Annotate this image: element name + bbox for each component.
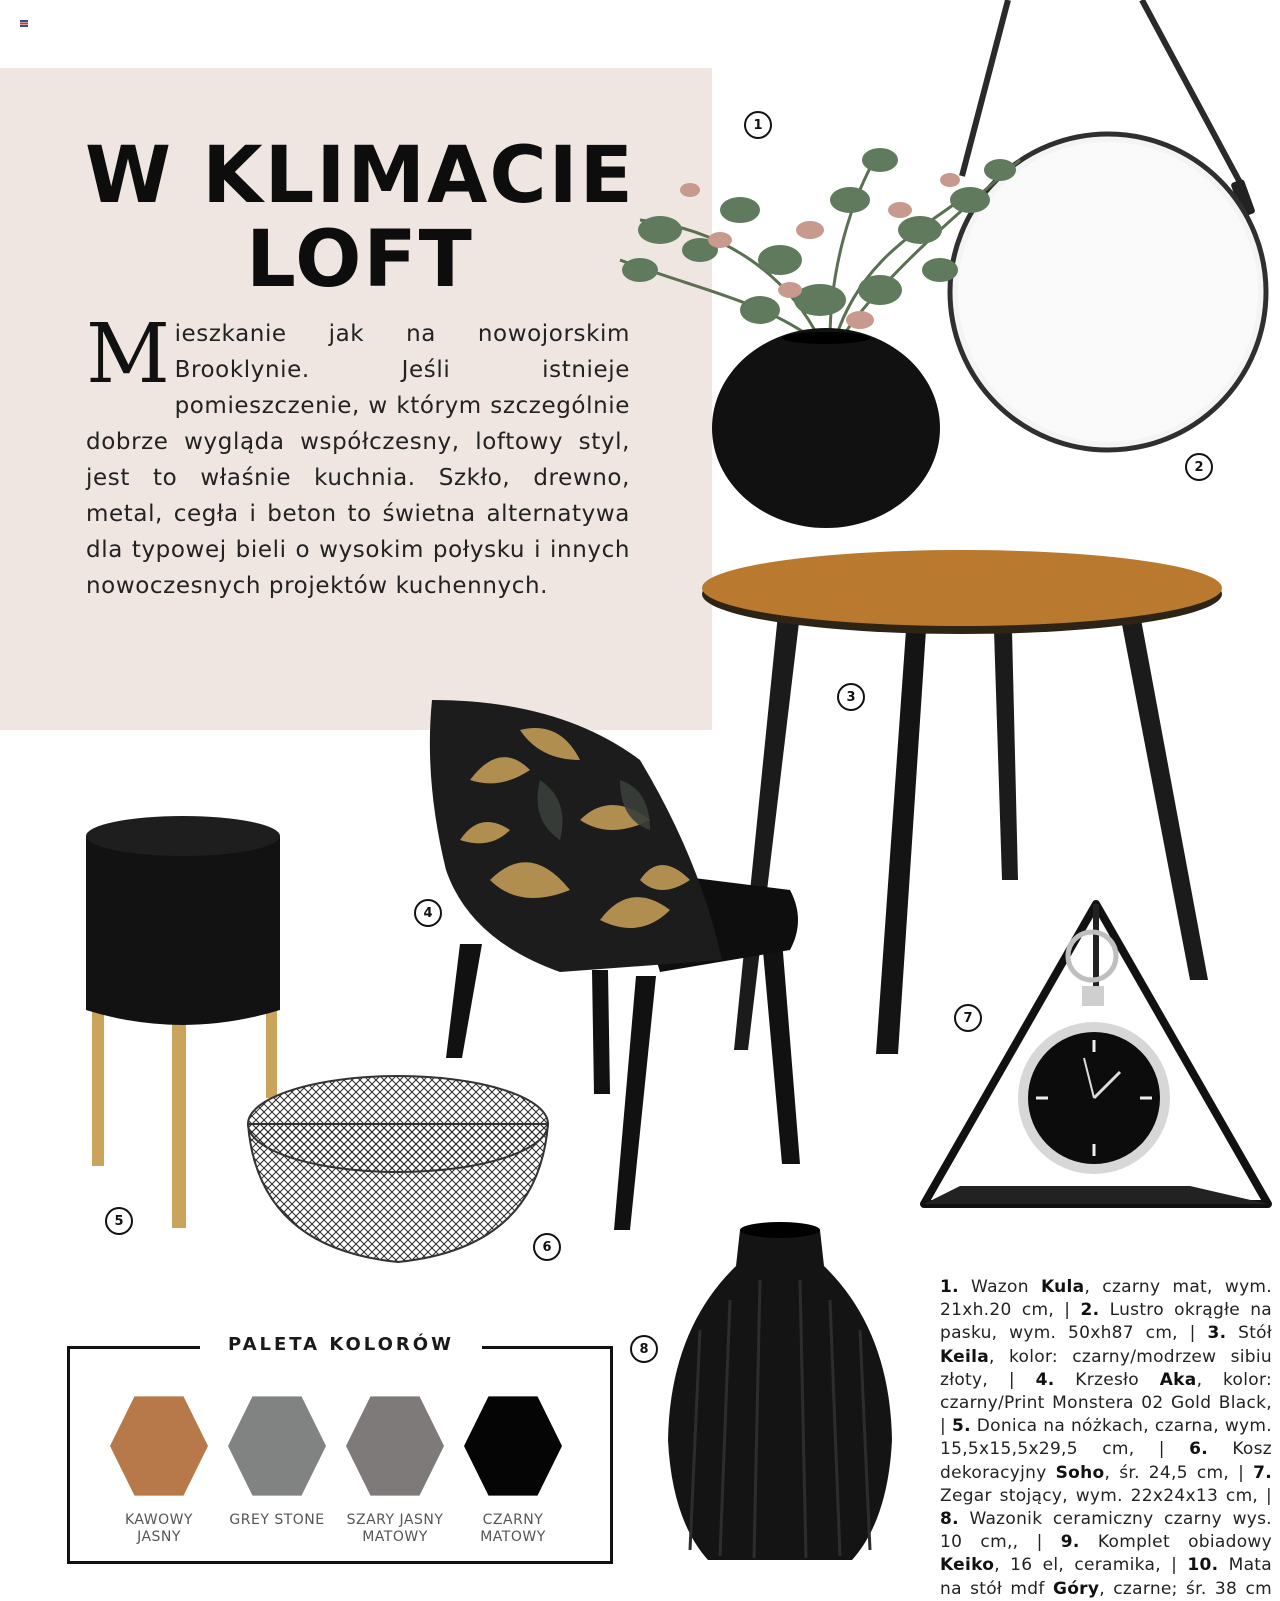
swatch-label-kawowy-jasny: KAWOWY JASNY xyxy=(124,1512,193,1545)
product-5-number: 5. xyxy=(951,1416,971,1437)
product-1-number: 1. xyxy=(940,1277,959,1297)
marker-2: 2 xyxy=(1185,453,1213,481)
product-7-number: 7. xyxy=(1253,1462,1273,1483)
product-4-name: Aka xyxy=(1159,1369,1197,1390)
marker-1: 1 xyxy=(744,111,772,139)
product-6-number: 6. xyxy=(1189,1439,1208,1460)
marker-6: 6 xyxy=(533,1233,561,1261)
clock-image xyxy=(924,904,1268,1204)
swatch-label-szary-jasny-matowy: SZARY JASNY MATOWY xyxy=(346,1512,444,1545)
product-3-name: Keila xyxy=(940,1346,990,1367)
product-2-number: 2. xyxy=(1080,1300,1100,1321)
product-3-number: 3. xyxy=(1207,1323,1227,1344)
marker-3: 3 xyxy=(837,683,865,711)
product-8-number: 8. xyxy=(940,1509,959,1530)
wire-basket-image xyxy=(248,1076,548,1262)
mirror-image xyxy=(950,0,1266,450)
drop-cap: M xyxy=(86,307,171,402)
marker-4: 4 xyxy=(414,899,442,927)
swatch-label-czarny-matowy: CZARNY MATOWY xyxy=(480,1512,546,1545)
product-1-name: Kula xyxy=(1040,1277,1085,1297)
marker-5: 5 xyxy=(105,1207,133,1235)
product-10-number: 10. xyxy=(1187,1555,1219,1576)
product-4-number: 4. xyxy=(1035,1369,1055,1390)
marker-8: 8 xyxy=(630,1335,658,1363)
swatch-label-grey-stone: GREY STONE xyxy=(229,1512,325,1528)
palette-title: PALETA KOLORÓW xyxy=(200,1332,482,1358)
intro-text: ieszkanie jak na nowojorskim Brooklynie. Jeśli istnieje pomieszczenie, w którym szczególnie dobrze wygląda współczesny, loftowy styl, jest to właśnie kuchnia. Szkło, drewno, metal, cegła i beton to świetna alternatywa dla typowej bieli o wysokim połysku i innych nowoczesnych projektów kuchennych. xyxy=(86,321,630,599)
title-line-2: LOFT xyxy=(246,215,474,305)
product-6-name: Soho xyxy=(1055,1462,1105,1483)
product-descriptions: 1. Wazon Kula, czarny mat, wym. 21xh.20 cm, | 2. Lustro okrągłe na pasku, wym. 50xh87 cm, | 3. Stół Keila, kolor: czarny/modrzew sibiu złoty, | 4. Krzesło Aka, kolor: czarny/Print Monstera 02 Gold Black, | 5. Donica na nóżkach, czarna, wym. 15,5x15,5x29,5 cm, | 6. Kosz dekoracyjny Soho, śr. 24,5 cm, | 7. Zegar stojący, wym. 22x24x13 cm, | 8. Wazonik ceramiczny czarny wys. 10 cm,, | 9. Komplet obiadowy Keiko, 16 el, ceramika, | 10. Mata na stół mdf Góry, czarne; śr. 38 cm xyxy=(940,1277,1273,1599)
product-10-name: Góry xyxy=(1052,1578,1100,1599)
marker-7: 7 xyxy=(954,1004,982,1032)
ceramic-vase-image xyxy=(668,1222,892,1560)
planter-image xyxy=(86,816,280,1228)
product-9-number: 9. xyxy=(1060,1532,1080,1553)
title-line-1: W KLIMACIE xyxy=(85,131,635,221)
product-9-name: Keiko xyxy=(940,1555,995,1576)
